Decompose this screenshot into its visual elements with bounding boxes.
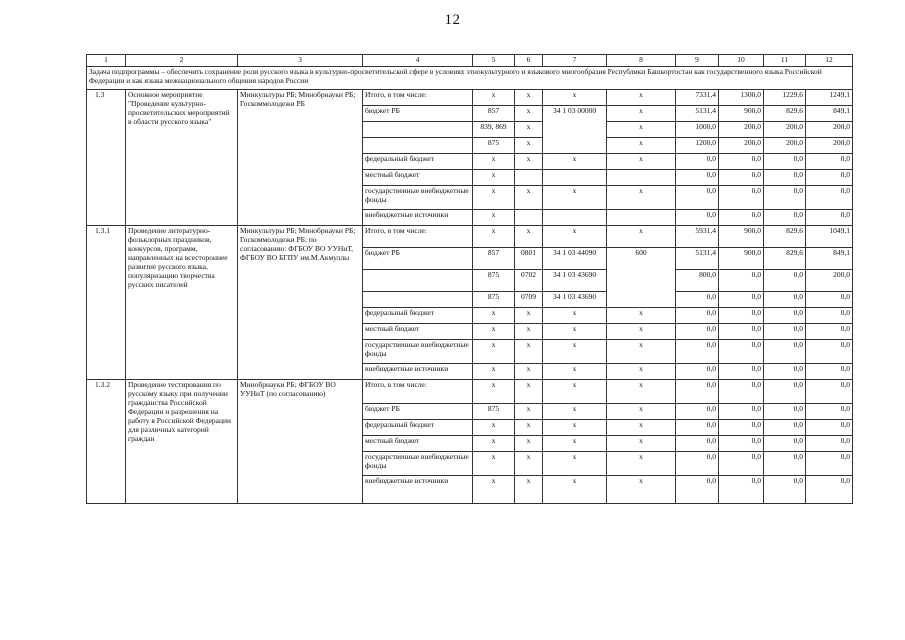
- value-cell: 900,0: [719, 226, 764, 248]
- task-row: [87, 67, 853, 90]
- code-cell: х: [543, 90, 607, 106]
- header-row: [87, 55, 853, 67]
- item-name: Проведение тестирования по русскому языку при получении гражданства Российской Федерации и разрешения на работу в Российской Федерации для различных категорий граждан: [126, 380, 238, 504]
- code-cell: 875: [473, 404, 515, 420]
- code-cell: х: [543, 476, 607, 504]
- header-cell: 9: [676, 55, 719, 67]
- code-cell: х: [607, 340, 676, 364]
- value-cell: 0,0: [764, 404, 806, 420]
- value-cell: 5131,4: [676, 248, 719, 270]
- code-cell: х: [515, 404, 543, 420]
- code-cell: х: [543, 308, 607, 324]
- header-cell: 1: [87, 55, 126, 67]
- value-cell: 0,0: [806, 170, 853, 186]
- value-cell: 0,0: [806, 364, 853, 380]
- value-cell: 0,0: [806, 404, 853, 420]
- code-cell: х: [543, 154, 607, 170]
- code-cell: х: [607, 90, 676, 106]
- value-cell: 0,0: [764, 420, 806, 436]
- value-cell: 0,0: [806, 452, 853, 476]
- code-cell: х: [473, 340, 515, 364]
- value-cell: 0,0: [719, 476, 764, 504]
- funding-source: федеральный бюджет: [363, 420, 473, 436]
- code-cell: х: [515, 476, 543, 504]
- header-cell: 6: [515, 55, 543, 67]
- value-cell: 0,0: [764, 210, 806, 226]
- value-cell: 0,0: [719, 170, 764, 186]
- value-cell: 0,0: [719, 186, 764, 210]
- code-cell: х: [515, 324, 543, 340]
- value-cell: 0,0: [719, 364, 764, 380]
- value-cell: 0,0: [676, 420, 719, 436]
- funding-source: местный бюджет: [363, 170, 473, 186]
- code-cell: 857: [473, 248, 515, 270]
- funding-source: федеральный бюджет: [363, 154, 473, 170]
- value-cell: 5131,4: [676, 106, 719, 122]
- code-cell: [607, 170, 676, 186]
- value-cell: 0,0: [764, 292, 806, 308]
- code-cell: х: [473, 380, 515, 404]
- value-cell: 0,0: [676, 170, 719, 186]
- value-cell: 0,0: [806, 324, 853, 340]
- section-131: [87, 226, 853, 380]
- code-cell: х: [473, 420, 515, 436]
- value-cell: 7331,4: [676, 90, 719, 106]
- value-cell: 0,0: [676, 452, 719, 476]
- funding-source: бюджет РБ: [363, 248, 473, 270]
- code-cell: х: [515, 420, 543, 436]
- code-cell: х: [607, 420, 676, 436]
- header-cell: 11: [764, 55, 806, 67]
- code-cell: х: [473, 210, 515, 226]
- value-cell: 0,0: [719, 452, 764, 476]
- funding-source: Итого, в том числе:: [363, 226, 473, 248]
- value-cell: 900,0: [719, 106, 764, 122]
- value-cell: 829,6: [764, 226, 806, 248]
- code-cell: х: [543, 340, 607, 364]
- funding-source: внебюджетные источники: [363, 210, 473, 226]
- code-cell: х: [543, 420, 607, 436]
- value-cell: 0,0: [806, 210, 853, 226]
- code-cell: х: [515, 340, 543, 364]
- code-cell: [543, 210, 607, 226]
- code-cell: х: [543, 436, 607, 452]
- code-cell: х: [473, 186, 515, 210]
- item-executor: Минкультуры РБ; Минобрнауки РБ; Госкоммолодежи РБ; по согласованию: ФГБОУ ВО УУНиТ, ФГБОУ ВО БГПУ им.М.Акмуллы: [238, 226, 363, 380]
- value-cell: 0,0: [764, 380, 806, 404]
- value-cell: 900,0: [719, 248, 764, 270]
- item-number: 1.3: [87, 90, 126, 226]
- code-cell: х: [515, 308, 543, 324]
- code-cell: 0702: [515, 270, 543, 292]
- header-cell: 12: [806, 55, 853, 67]
- value-cell: 0,0: [764, 154, 806, 170]
- code-cell: 857: [473, 106, 515, 122]
- code-cell: х: [607, 308, 676, 324]
- funding-source: Итого, в том числе:: [363, 90, 473, 106]
- value-cell: 200,0: [806, 122, 853, 138]
- code-cell: [607, 210, 676, 226]
- value-cell: 0,0: [806, 308, 853, 324]
- value-cell: 5931,4: [676, 226, 719, 248]
- header-cell: 10: [719, 55, 764, 67]
- code-cell: 600: [607, 248, 676, 308]
- value-cell: 0,0: [719, 154, 764, 170]
- value-cell: 0,0: [676, 308, 719, 324]
- funding-source: [363, 270, 473, 292]
- code-cell: х: [543, 452, 607, 476]
- value-cell: 829,6: [764, 106, 806, 122]
- code-cell: 839, 869: [473, 122, 515, 138]
- value-cell: 200,0: [719, 122, 764, 138]
- code-cell: х: [607, 154, 676, 170]
- funding-source: местный бюджет: [363, 436, 473, 452]
- code-cell: х: [543, 324, 607, 340]
- code-cell: х: [515, 90, 543, 106]
- value-cell: 0,0: [676, 324, 719, 340]
- item-number: 1.3.1: [87, 226, 126, 380]
- table-row: [87, 226, 853, 248]
- header-cell: 5: [473, 55, 515, 67]
- code-cell: 875: [473, 270, 515, 292]
- value-cell: 0,0: [719, 380, 764, 404]
- value-cell: 1249,1: [806, 90, 853, 106]
- funding-source: местный бюджет: [363, 324, 473, 340]
- code-cell: х: [543, 380, 607, 404]
- code-cell: х: [473, 90, 515, 106]
- budget-table: [86, 54, 853, 504]
- task-text: Задача подпрограммы – обеспечить сохранение роли русского языка в культурно-просветительской сфере в условиях этнокультурного и языкового многообразия Республики Башкортостан как государственного языка Российской Федерации и как языка межнационального общения народов России: [87, 67, 853, 90]
- funding-source: внебюджетные источники: [363, 476, 473, 504]
- code-cell: х: [607, 380, 676, 404]
- code-cell: х: [473, 476, 515, 504]
- value-cell: 200,0: [806, 138, 853, 154]
- code-cell: х: [607, 106, 676, 122]
- value-cell: 0,0: [719, 210, 764, 226]
- code-cell: х: [543, 404, 607, 420]
- value-cell: 0,0: [719, 308, 764, 324]
- code-cell: х: [515, 226, 543, 248]
- funding-source: государственные внебюджетные фонды: [363, 340, 473, 364]
- funding-source: государственные внебюджетные фонды: [363, 452, 473, 476]
- value-cell: 0,0: [764, 186, 806, 210]
- value-cell: 0,0: [676, 340, 719, 364]
- value-cell: 1049,1: [806, 226, 853, 248]
- value-cell: 1229,6: [764, 90, 806, 106]
- code-cell: х: [515, 364, 543, 380]
- value-cell: 200,0: [806, 270, 853, 292]
- code-cell: х: [543, 364, 607, 380]
- code-cell: 0709: [515, 292, 543, 308]
- value-cell: 849,1: [806, 106, 853, 122]
- section-13: [87, 90, 853, 226]
- value-cell: 1300,0: [719, 90, 764, 106]
- item-number: 1.3.2: [87, 380, 126, 504]
- code-cell: 875: [473, 292, 515, 308]
- funding-source: [363, 138, 473, 154]
- value-cell: 0,0: [806, 340, 853, 364]
- funding-source: государственные внебюджетные фонды: [363, 186, 473, 210]
- code-cell: 34 1 03 44090: [543, 248, 607, 270]
- code-cell: х: [515, 106, 543, 122]
- code-cell: х: [473, 364, 515, 380]
- value-cell: 829,6: [764, 248, 806, 270]
- code-cell: 875: [473, 138, 515, 154]
- value-cell: 200,0: [719, 138, 764, 154]
- code-cell: [515, 170, 543, 186]
- value-cell: 0,0: [676, 154, 719, 170]
- code-cell: [543, 170, 607, 186]
- value-cell: 0,0: [764, 270, 806, 292]
- code-cell: 34 1 03 43690: [543, 270, 607, 292]
- code-cell: х: [607, 404, 676, 420]
- code-cell: х: [607, 364, 676, 380]
- value-cell: 0,0: [676, 210, 719, 226]
- item-executor: Минкультуры РБ; Минобрнауки РБ; Госкоммолодежи РБ: [238, 90, 363, 226]
- value-cell: 0,0: [806, 154, 853, 170]
- code-cell: х: [607, 226, 676, 248]
- value-cell: 0,0: [676, 364, 719, 380]
- value-cell: 0,0: [719, 292, 764, 308]
- table-row: [87, 380, 853, 404]
- funding-source: [363, 292, 473, 308]
- value-cell: 0,0: [676, 404, 719, 420]
- funding-source: бюджет РБ: [363, 404, 473, 420]
- code-cell: х: [515, 380, 543, 404]
- code-cell: х: [607, 324, 676, 340]
- value-cell: 0,0: [764, 476, 806, 504]
- code-cell: х: [473, 436, 515, 452]
- value-cell: 0,0: [719, 324, 764, 340]
- funding-source: федеральный бюджет: [363, 308, 473, 324]
- code-cell: х: [607, 436, 676, 452]
- value-cell: 0,0: [764, 170, 806, 186]
- code-cell: х: [607, 138, 676, 154]
- item-executor: Минобрнауки РБ; ФГБОУ ВО УУНиТ (по согласованию): [238, 380, 363, 504]
- code-cell: х: [543, 226, 607, 248]
- value-cell: 0,0: [719, 340, 764, 364]
- value-cell: 0,0: [676, 292, 719, 308]
- code-cell: [515, 210, 543, 226]
- value-cell: 0,0: [719, 404, 764, 420]
- value-cell: 0,0: [676, 380, 719, 404]
- value-cell: 0,0: [719, 270, 764, 292]
- code-cell: х: [473, 308, 515, 324]
- budget-table-wrap: [86, 54, 852, 504]
- value-cell: 0,0: [806, 186, 853, 210]
- value-cell: 0,0: [676, 186, 719, 210]
- code-cell: х: [515, 154, 543, 170]
- value-cell: 0,0: [764, 340, 806, 364]
- value-cell: 0,0: [764, 452, 806, 476]
- value-cell: 0,0: [806, 292, 853, 308]
- code-cell: х: [473, 324, 515, 340]
- funding-source: Итого, в том числе:: [363, 380, 473, 404]
- code-cell: х: [515, 186, 543, 210]
- header-cell: 7: [543, 55, 607, 67]
- header-cell: 8: [607, 55, 676, 67]
- value-cell: 0,0: [806, 420, 853, 436]
- code-cell: х: [515, 122, 543, 138]
- value-cell: 0,0: [719, 436, 764, 452]
- code-cell: х: [607, 186, 676, 210]
- item-name: Проведение литературно-фольклорных праздников, конкурсов, программ, направленных на всестороннее развитие русского языка, популяризацию творчества русских писателей: [126, 226, 238, 380]
- code-cell: х: [607, 452, 676, 476]
- code-cell: х: [515, 452, 543, 476]
- value-cell: 0,0: [764, 308, 806, 324]
- value-cell: 0,0: [764, 324, 806, 340]
- value-cell: 0,0: [676, 436, 719, 452]
- table-row: [87, 90, 853, 106]
- item-name: Основное мероприятие "Проведение культурно-просветительских мероприятий в области русского языка": [126, 90, 238, 226]
- code-cell: х: [607, 122, 676, 138]
- code-cell: х: [473, 170, 515, 186]
- code-cell: х: [515, 138, 543, 154]
- value-cell: 0,0: [764, 436, 806, 452]
- code-cell: 34 1 03 43690: [543, 292, 607, 308]
- page-number: 12: [444, 12, 461, 28]
- value-cell: 1200,0: [676, 138, 719, 154]
- value-cell: 1000,0: [676, 122, 719, 138]
- value-cell: 0,0: [806, 436, 853, 452]
- code-cell: х: [473, 154, 515, 170]
- code-cell: 0801: [515, 248, 543, 270]
- value-cell: 800,0: [676, 270, 719, 292]
- code-cell: х: [473, 452, 515, 476]
- value-cell: 0,0: [764, 364, 806, 380]
- section-132: [87, 380, 853, 504]
- value-cell: 0,0: [806, 476, 853, 504]
- value-cell: 849,1: [806, 248, 853, 270]
- funding-source: внебюджетные источники: [363, 364, 473, 380]
- value-cell: 0,0: [676, 476, 719, 504]
- value-cell: 200,0: [764, 122, 806, 138]
- code-cell: х: [473, 226, 515, 248]
- value-cell: 200,0: [764, 138, 806, 154]
- code-cell: х: [515, 436, 543, 452]
- funding-source: [363, 122, 473, 138]
- code-cell: х: [607, 476, 676, 504]
- header-cell: 3: [238, 55, 363, 67]
- code-cell: 34 1 03 00000: [543, 106, 607, 154]
- value-cell: 0,0: [806, 380, 853, 404]
- code-cell: х: [543, 186, 607, 210]
- header-cell: 4: [363, 55, 473, 67]
- header-cell: 2: [126, 55, 238, 67]
- value-cell: 0,0: [719, 420, 764, 436]
- funding-source: бюджет РБ: [363, 106, 473, 122]
